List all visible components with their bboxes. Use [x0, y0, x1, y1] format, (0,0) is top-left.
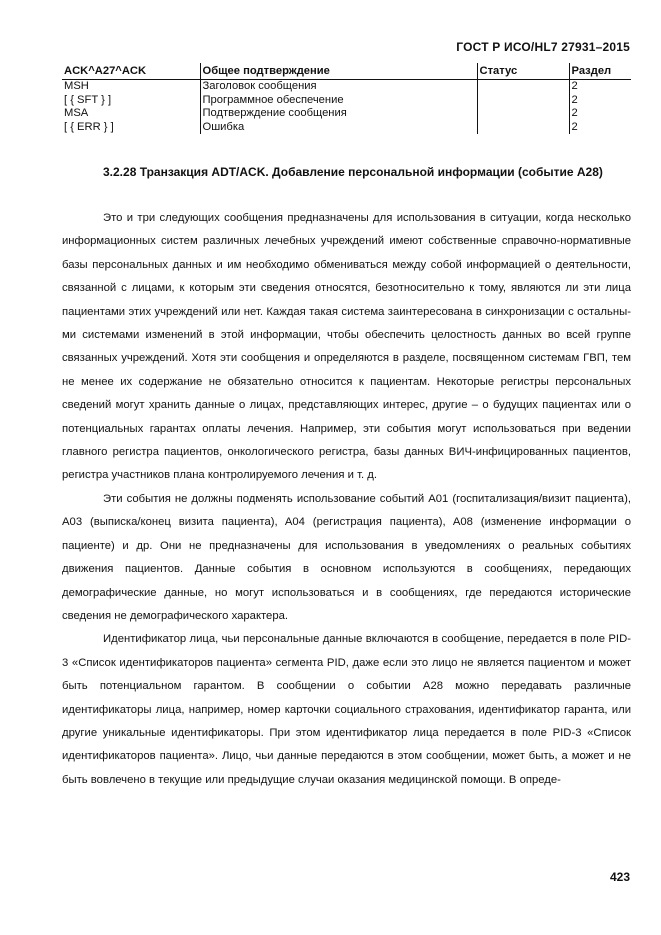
- table-row: [62, 94, 631, 108]
- paragraph: Идентификатор лица, чьи персональные данные включаются в сообщение, передается в поле PID-3 «Список идентификаторов пациента» сегмента PID, даже если это лицо не является пациентом и может быть потенциальном гарантом. В сообщении о событии A28 можно передавать различные идентификаторы лица, например, номер карточки социального страхования, идентификатор гаранта, или другие уникальные идентификаторы. При этом идентификатор лица передается в поле PID-3 «Список идентификаторов пациента». Лицо, чьи данные передаются в этом сообщении, может быть, а может и не быть вовлечено в текущие или предыдущие случаи оказания медицинской помощи. В опреде-: [62, 633, 631, 786]
- standard-header: ГОСТ Р ИСО/HL7 27931–2015: [456, 40, 630, 54]
- section-cell: 2: [569, 94, 631, 108]
- description-cell: Программное обеспечение: [200, 94, 477, 108]
- section-heading: 3.2.28 Транзакция ADT/ACK. Добавление персональной информации (событие A28): [103, 165, 603, 179]
- table-header-row: [62, 63, 631, 80]
- paragraph: Это и три следующих сообщения предназначены для использования в ситуации, когда несколько информационных систем различных лечебных учреждений имеют собственные справочно-нормативные базы персональных данных и им необходимо обмениваться между собой информацией о деятельности, связанной с лицами, к которым эти сведения относятся, безотносительно к тому, являются ли эти лица пациентами этих учреждений или нет. Каждая такая система заинтересована в синхронизации с остальными системами изменений в этой информации, чтобы обеспечить целостность данных во всей группе связанных учреждений. Хотя эти сообщения и определяются в разделе, посвященном системам ГВП, тем не менее их содержание не обязательно относится к пациентам. Некоторые регистры персональных сведений могут хранить данные о лицах, представляющих интерес, другие – о будущих пациентах или о потенциальных гарантах оплаты лечения. Например, эти события могут использоваться при ведении главного регистра пациентов, онкологического регистра, базы данных ВИЧ-инфицированных пациентов, регистра участников плана контролируемого лечения и т. д.: [62, 212, 631, 482]
- status-cell: [477, 80, 569, 94]
- description-cell: Заголовок сообщения: [200, 80, 477, 94]
- status-cell: [477, 121, 569, 135]
- column-header-section: Раздел: [569, 63, 631, 80]
- column-header-status: Статус: [477, 63, 569, 80]
- segment-cell: [ { ERR } ]: [64, 120, 114, 133]
- column-header-segments: ACK^A27^ACK: [62, 63, 200, 80]
- table-row: [62, 80, 631, 94]
- section-cell: 2: [569, 121, 631, 135]
- segment-cell: [ { SFT } ]: [64, 93, 112, 106]
- section-cell: 2: [569, 80, 631, 94]
- paragraph: Эти события не должны подменять использование событий A01 (госпитализация/визит пациента), A03 (выписка/конец визита пациента), A04 (регистрация пациента), A08 (изменение информации о пациенте) и др. Они не предназначены для использования в уведомлениях о реальных событиях движения пациентов. Данные события в основном используются в сообщениях, передающих демографические данные, но могут использоваться и в сообщениях, где передаются исторические сведения не демографического характера.: [62, 492, 631, 622]
- body-text: [62, 207, 631, 792]
- status-cell: [477, 94, 569, 108]
- section-cell: 2: [569, 107, 631, 121]
- message-structure-table: [62, 63, 631, 134]
- description-cell: Подтверждение сообщения: [200, 107, 477, 121]
- table-row: [62, 121, 631, 135]
- segment-cell: MSH: [64, 80, 89, 92]
- column-header-description: Общее подтверждение: [200, 63, 477, 80]
- segment-cell: MSA: [64, 107, 89, 120]
- table-row: [62, 107, 631, 121]
- status-cell: [477, 107, 569, 121]
- page-number: 423: [609, 870, 630, 884]
- description-cell: Ошибка: [200, 121, 477, 135]
